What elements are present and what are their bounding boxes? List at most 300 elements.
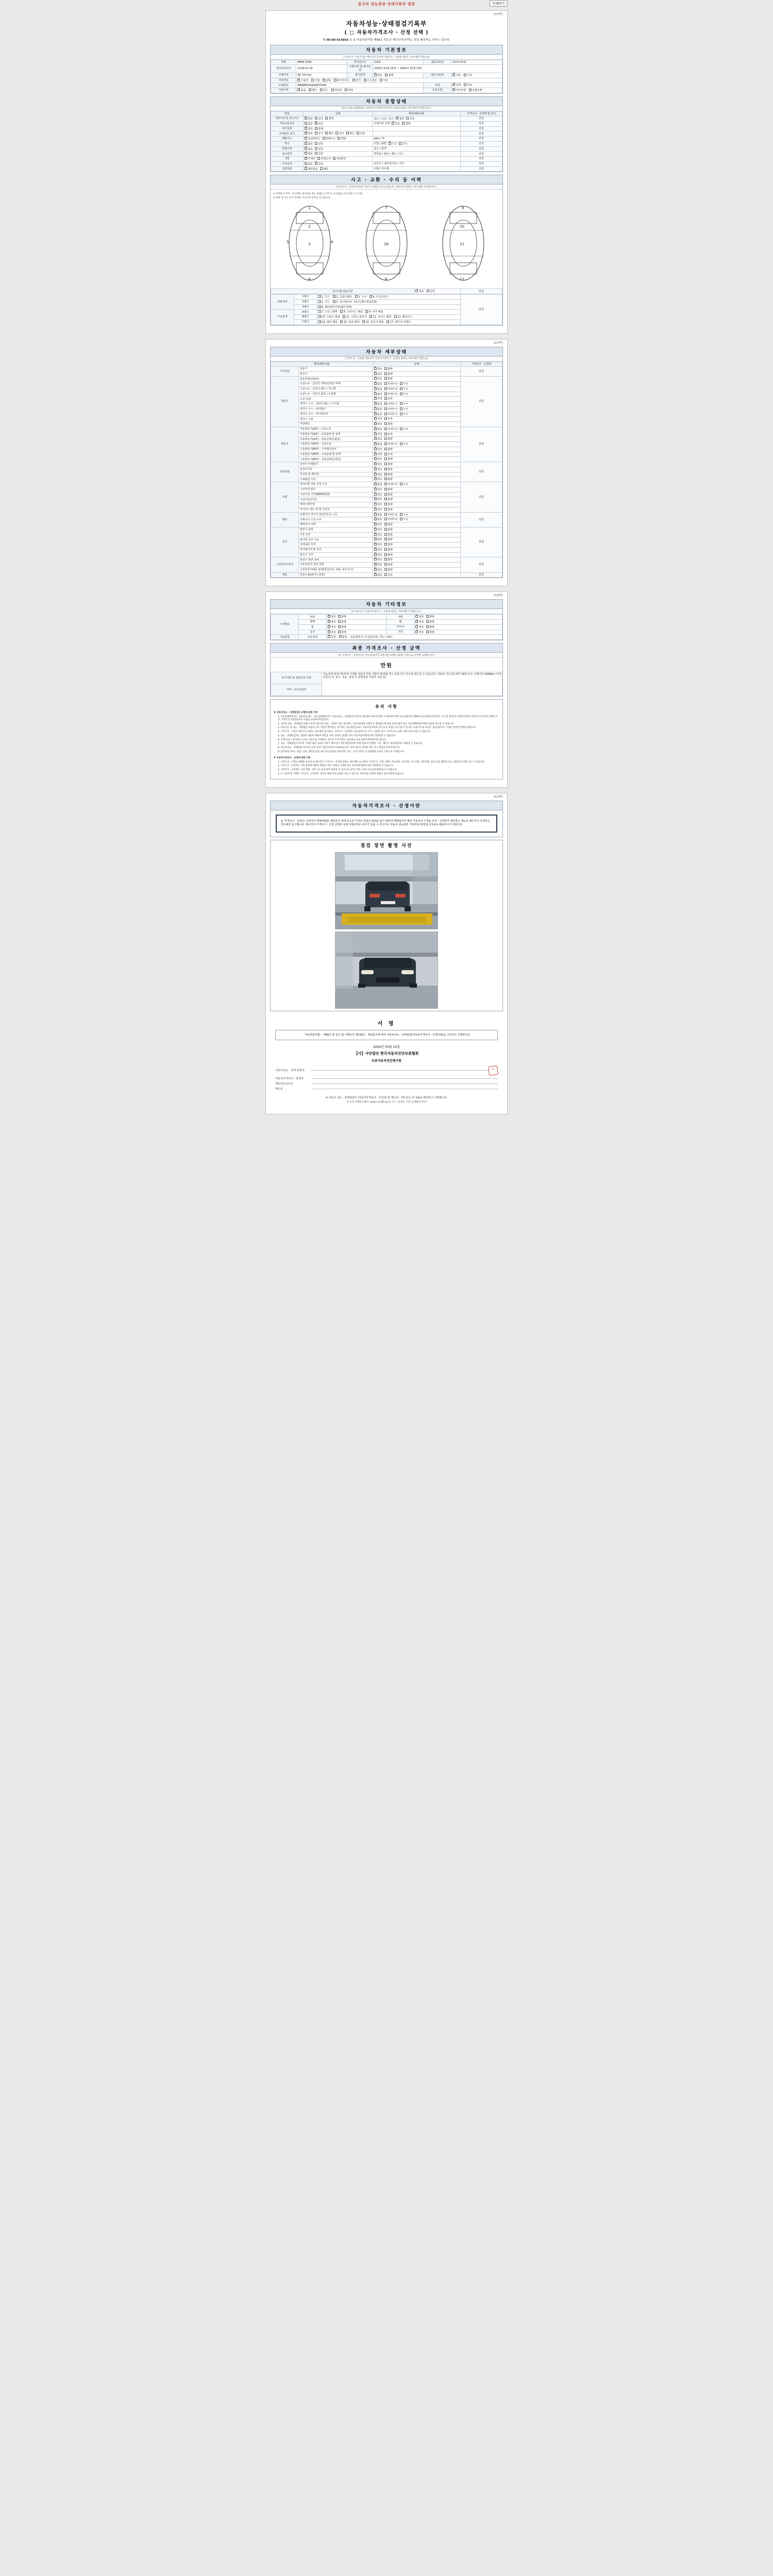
label-mileage: 주행거리 <box>271 73 296 78</box>
detail-item-8-0: 연료누출(LP가스포함) <box>298 572 373 578</box>
etc-opt-a-2-0[interactable]: ✓ 양호 <box>328 625 336 629</box>
detail-opt-1-3-1[interactable]: 미세누유 <box>384 393 398 396</box>
detail-opt-2-4-1[interactable]: 불량 <box>384 448 393 451</box>
etc-opt-a-3-0[interactable]: ✓ 양호 <box>328 631 336 634</box>
detail-opt-8-0-1[interactable]: 있음 <box>384 573 393 577</box>
table-row <box>271 65 502 73</box>
terms-s2-item-1: 2. 가격조사 · 산정자는 산정 결과에 대하여 책임을 지며, 허위로 산정한 경우 자동차관리법에 따라 처벌받을 수 있습니다. <box>278 765 394 768</box>
detail-opt-2-6-1[interactable]: 불량 <box>384 457 393 461</box>
overall-opt-8-1[interactable]: 전체도색 <box>317 157 331 161</box>
detail-item-3-2: 추진축 및 베어링 <box>298 472 373 477</box>
detail-opt-0-1-0[interactable]: ✓ 양호 <box>374 372 382 376</box>
overall-detopt-0-0[interactable]: ✓ 없음 <box>396 117 404 121</box>
terms-s1-title: ※ 자동차성능 · 상태점검자 보험에 관한 사항 <box>274 711 318 714</box>
detail-opt-7-2-0[interactable]: ✓ 양호 <box>374 568 382 572</box>
detail-state-5-0 <box>373 512 461 517</box>
usage-option-1[interactable]: 렌트 <box>309 89 317 92</box>
section-overall-note: [※ 본 성능·상태점검은 매수인이 자동차가격조사·산정을 원하는 경우에만 작성합니다.] <box>271 106 502 111</box>
detail-col-price: 가격조사 · 산정액 <box>461 362 502 366</box>
detail-opt-2-0-2[interactable]: 누유 <box>400 428 408 431</box>
etc-opt-a-0-1[interactable]: 불량 <box>338 615 346 619</box>
detail-group-6: 전기 <box>271 527 299 557</box>
usage-option-4[interactable]: 관용 <box>345 89 353 92</box>
price-note-body: 성능상태 점검기록부에 기재된 내용과 다른 사항이 발견될 경우 보증기간 내 보상 받으실 수 있습니다. 자동차 인도일로부터 30일 또는 주행거리 2000km 이내 보증(고지, 표시, 성능, 점검 등 상태점검 기록부 내용 등) <box>322 672 502 696</box>
etc-opt-b-1-1[interactable]: 불량 <box>426 620 434 624</box>
overall-opt-10-0[interactable]: ✓ 해당없음 <box>305 167 318 171</box>
signature-row-performance <box>275 1066 498 1075</box>
detail-item-1-7: 냉각수 누수 - 라디에이터 <box>298 412 373 417</box>
table-row <box>271 630 502 635</box>
detail-group-0: 자기진단 <box>271 366 299 377</box>
color-option-1[interactable]: 투톤 <box>464 83 472 87</box>
usage-option-3[interactable]: 영업용 <box>331 89 342 92</box>
terms-s1-item-2: 3. 보증기간 내 성능 · 상태점검 내용과 다른 사항이 발견되는 경우에는 성능점검자 또는 보험사업자에게 수리 등의 보상을 청구할 수 있으며, 보증수리 및 보상은 성능점검자가 가입한 보험의 약관에 따릅니다. <box>278 726 477 730</box>
etc-basic-options: ✓ 있음 없음 사용설명서 / 안전삼각대 / 잭 / 스패너 <box>326 635 502 640</box>
terms-s1-item-7: 8. 자동차성능 · 상태점검기록부의 유효기간은 발급일로부터 120일입니다. 유효기간이 경과한 경우 다시 점검을 받아야 합니다. <box>278 746 400 749</box>
overall-opt-0-0[interactable]: ✓ 없음 <box>305 117 313 121</box>
detail-state-7-0 <box>373 557 461 563</box>
section-etc-note: [※ 매수인이 자동차가격조사 · 산정을 원하는 경우에만 작성합니다.] <box>271 609 502 614</box>
detail-opt-1-3-2[interactable]: 누유 <box>400 393 408 396</box>
overall-opt-9-0[interactable]: 없음 <box>305 162 313 166</box>
detail-opt-6-1-0[interactable]: ✓ 양호 <box>374 533 382 537</box>
warranty-option-0[interactable]: ✓ 자기보험 <box>452 89 466 92</box>
detail-opt-5-2-1[interactable]: 불량 <box>384 523 393 527</box>
detail-opt-1-6-2[interactable]: 누수 <box>400 408 408 411</box>
detail-opt-3-3-1[interactable]: 불량 <box>384 478 393 481</box>
detail-item-1-4: 오일 유량 <box>298 397 373 402</box>
detail-opt-4-1-0[interactable]: ✓ 양호 <box>374 488 382 492</box>
detail-state-0-0 <box>373 366 461 371</box>
detail-opt-6-2-1[interactable]: 불량 <box>384 538 393 541</box>
detail-opt-7-0-0[interactable]: ✓ 양호 <box>374 558 382 562</box>
document-page-1 <box>265 10 508 334</box>
detail-opt-2-3-2[interactable]: 누유 <box>400 443 408 446</box>
detail-opt-2-3-1[interactable]: 미세누유 <box>384 443 398 446</box>
terms-s1-item-1: 2. 자동차 성능 · 상태점검 내용과 실제 자동차의 성능 · 상태가 다른 경우에는 자동차관리법 시행규칙 제120조에 따라 보험사업자 또는 자동차매매업자에게 보상을 청구할 수 있습니다. <box>278 722 455 725</box>
price-explanation-title: 자동차가격조사 · 산정이란 <box>271 801 502 810</box>
terms-s2-item-0: 1. 가격조사 · 산정은 매매용 자동차 중 매수인이 가격조사 · 산정을 원하는 경우에만 실시하며, 가격조사 · 산정 금액은 자동차의 기본정보, 사고이력, 세부상태, 옵션 등을 종합적으로 고려하여 산정한 참고 가격입니다. <box>278 760 485 764</box>
etc-opt-a-1-0[interactable]: ✓ 양호 <box>328 620 336 624</box>
detail-item-5-2: 배력장치 상태 <box>298 522 373 528</box>
gauge-option-0[interactable]: ✓ 양호 <box>374 74 382 77</box>
etc-opt-a-2-1[interactable]: 불량 <box>338 625 346 629</box>
overall-opt-1-1[interactable]: ✓ 있음 <box>315 122 323 126</box>
etc-state-b-1 <box>414 620 502 625</box>
overall-detail-2 <box>373 126 461 131</box>
page-number-2: (2/4쪽) <box>493 341 503 345</box>
overall-opt-1-0[interactable]: 없음 <box>305 122 313 126</box>
overall-opt-8-2[interactable]: 색상변경 <box>333 157 346 161</box>
detail-opt-3-0-1[interactable]: 불량 <box>384 463 393 466</box>
section-basic-title: 자동차 기본정보 <box>271 45 502 55</box>
detail-opt-5-0-0[interactable]: ✓ 없음 <box>374 513 382 517</box>
signature-label-3: 매수인 <box>275 1087 283 1091</box>
detail-opt-7-1-1[interactable]: 불량 <box>384 563 393 567</box>
detail-opt-2-1-1[interactable]: 부족 <box>384 433 393 436</box>
detail-opt-1-7-2[interactable]: 누수 <box>400 413 408 416</box>
price-note-sublabel: 가격 · 조사산정자 <box>271 684 322 696</box>
detail-opt-4-4-1[interactable]: 불량 <box>384 503 393 506</box>
overall-opt-3-0[interactable]: ✓ 양호 <box>305 132 313 135</box>
detail-opt-6-4-0[interactable]: ✓ 양호 <box>374 548 382 552</box>
detail-opt-2-2-1[interactable]: 불량 <box>384 437 393 441</box>
overall-detopt-5-0[interactable]: ✓ 구조 <box>389 142 397 146</box>
detail-item-2-1: 자동변속기(A/T) - 오일유량 및 상태 <box>298 432 373 437</box>
detail-opt-5-0-1[interactable]: 미세누유 <box>384 513 398 517</box>
final-price-title: 최종 가격조사 · 산정 금액 <box>271 643 502 653</box>
print-button[interactable]: 인쇄하기 <box>490 0 508 7</box>
detail-state-0-1 <box>373 371 461 377</box>
label-fuel: 사용연료 <box>271 78 296 83</box>
detail-opt-5-0-2[interactable]: 누유 <box>400 513 408 517</box>
signature-rows <box>275 1066 498 1091</box>
overall-opt-4-1[interactable]: 탄화수소 <box>323 137 336 141</box>
overall-detopt-5-1[interactable]: 장치 <box>399 142 407 146</box>
detail-opt-2-5-0[interactable]: ✓ 적정 <box>374 453 382 456</box>
detail-opt-1-2-2[interactable]: 누유 <box>400 387 408 391</box>
detail-opt-1-1-2[interactable]: 누유 <box>400 382 408 386</box>
signature-org <box>275 1051 498 1056</box>
overall-note-3: 만원 <box>461 131 502 137</box>
detail-opt-2-4-0[interactable]: ✓ 양호 <box>374 448 382 451</box>
signature-footer: ※ 자동차 성능 · 상태점검자 (자동차가격조사 · 산정자) 및 매도인 · 매수인은 위 내용을 확인하고 서명합니다. <box>325 1096 448 1099</box>
detail-opt-4-4-0[interactable]: ✓ 양호 <box>374 503 382 506</box>
detail-opt-6-3-1[interactable]: 불량 <box>384 543 393 547</box>
etc-opt-a-1-1[interactable]: 불량 <box>338 620 346 624</box>
fuel-option-2[interactable]: LPG <box>323 79 331 82</box>
etc-opt-b-1-0[interactable]: ✓ 양호 <box>415 620 424 624</box>
svg-text:6: 6 <box>331 240 333 245</box>
detail-opt-5-1-0[interactable]: ✓ 없음 <box>374 518 382 521</box>
section-detail-state <box>270 347 503 579</box>
etc-opt-a-3-1[interactable]: 불량 <box>338 631 346 634</box>
detail-opt-7-1-0[interactable]: ✓ 양호 <box>374 563 382 567</box>
detail-item-7-1: 구동축전지 격리 상태 <box>298 563 373 568</box>
detail-opt-1-8-1[interactable]: 부족 <box>384 417 393 421</box>
frame-rank-c: C랭크 <box>294 319 317 325</box>
detail-item-7-2: 고전원전기배선 상태(접속단자, 피복, 보호기구) <box>298 567 373 572</box>
overall-opt-7-0[interactable]: ✓ 없음 <box>305 152 313 156</box>
section-accident-history <box>270 175 503 325</box>
detail-opt-1-3-0[interactable]: ✓ 없음 <box>374 393 382 396</box>
detail-opt-6-0-0[interactable]: ✓ 양호 <box>374 528 382 532</box>
detail-item-6-4: 라디에이터 팬 모터 <box>298 547 373 552</box>
value-usage <box>296 88 424 93</box>
detail-state-6-2 <box>373 537 461 543</box>
overall-opt-3-5[interactable]: 도말 <box>357 132 365 135</box>
detail-opt-5-2-0[interactable]: ✓ 양호 <box>374 523 382 527</box>
overall-detopt-1-1[interactable]: 불량 <box>402 122 410 126</box>
overall-col-result: 가격조사 · 산정액 및 감가 <box>461 111 502 116</box>
overall-opt-9-1[interactable]: ✓ 있음 <box>315 162 323 166</box>
detail-opt-7-0-1[interactable]: 불량 <box>384 558 393 562</box>
detail-opt-4-3-0[interactable]: ✓ 양호 <box>374 498 382 501</box>
detail-opt-1-9-1[interactable]: 불량 <box>384 422 393 426</box>
color-option-0[interactable]: ✓ 단색 <box>452 83 461 87</box>
table-row <box>271 557 502 563</box>
detail-opt-4-0-1[interactable]: 미세누유 <box>384 483 398 486</box>
detail-opt-2-1-0[interactable]: ✓ 적정 <box>374 433 382 436</box>
detail-opt-2-3-0[interactable]: ✓ 없음 <box>374 443 382 446</box>
detail-opt-2-2-0[interactable]: ✓ 양호 <box>374 437 382 441</box>
detail-opt-0-0-0[interactable]: ✓ 양호 <box>374 367 382 371</box>
overall-detail-6: 침수 / 화재 <box>373 146 461 151</box>
detail-opt-1-1-1[interactable]: 미세누유 <box>384 382 398 386</box>
detail-opt-6-5-1[interactable]: 불량 <box>384 553 393 557</box>
section-basic-note: [기록조사 기준가치를 매수인이 자동차거래조사 · 산정을 원하는 경우에만 작성(□)] <box>271 55 502 60</box>
etc-opt-b-0-0[interactable]: ✓ 양호 <box>415 615 424 619</box>
detail-state-7-2 <box>373 567 461 572</box>
overall-opt-3-2[interactable]: 훼손 <box>325 132 333 135</box>
accident-result-option-1[interactable]: 있음 <box>427 290 435 293</box>
detail-opt-4-1-1[interactable]: 불량 <box>384 488 393 492</box>
final-price-sub: [※ 가격조사 · 산정가격은 성능점검자가 자동차검사대행 내용을 기준으로 산정한 금액입니다.] <box>271 653 502 658</box>
overall-detopt-0-1[interactable]: 있음 <box>406 117 414 121</box>
detail-opt-8-0-0[interactable]: ✓ 없음 <box>374 573 382 577</box>
etc-opt-b-2-1[interactable]: 불량 <box>426 625 434 629</box>
etc-state-b-2 <box>414 624 502 630</box>
etc-opt-a-0-0[interactable]: ✓ 양호 <box>328 615 336 619</box>
inspection-photo-front <box>335 931 438 1009</box>
terms-s2-item-3: 4. 본 기록부에 기재된 가격조사 · 산정액은 자동차 매매 계약 금액과 다를 수 있으며, 이에 따른 분쟁의 책임은 당사자에게 있습니다. <box>278 772 405 775</box>
table-row <box>271 572 502 578</box>
etc-opt-b-0-1[interactable]: 불량 <box>426 615 434 619</box>
detail-opt-1-9-0[interactable]: ✓ 양호 <box>374 422 382 426</box>
overall-detopt-1-0[interactable]: ✓ 양호 <box>392 122 400 126</box>
value-vin: WBA8E510409070305 <box>296 83 424 88</box>
fuel-option-4[interactable]: 전기 <box>352 79 361 82</box>
frame-label: 주요골격 <box>271 310 294 325</box>
detail-opt-4-5-1[interactable]: 불량 <box>384 508 393 512</box>
table-row <box>271 377 502 382</box>
detail-opt-3-1-1[interactable]: 불량 <box>384 468 393 471</box>
detail-opt-3-2-0[interactable]: ✓ 양호 <box>374 473 382 477</box>
detail-item-6-1: 시동 모터 <box>298 532 373 537</box>
label-vin: 차대번호 <box>271 83 296 88</box>
detail-opt-3-0-0[interactable]: ✓ 양호 <box>374 463 382 466</box>
detail-opt-6-2-0[interactable]: ✓ 양호 <box>374 538 382 541</box>
table-row <box>271 512 502 517</box>
accident-result-table <box>271 289 502 294</box>
detail-opt-2-6-0[interactable]: ✓ 양호 <box>374 457 382 461</box>
overall-opt-4-0[interactable]: ✓ 일산화탄소 <box>305 137 321 141</box>
detail-opt-1-5-1[interactable]: 미세누수 <box>384 402 398 406</box>
signature-value-0[interactable] <box>311 1070 489 1071</box>
overall-opt-8-0[interactable]: ✓ 무채색 <box>305 157 315 161</box>
signature-url: ※ 보다 자세한 내용은 www.car365.go.kr 의 시 공통등 포털 및 협회에 문의 <box>346 1100 427 1104</box>
overall-state-0 <box>303 116 373 122</box>
detail-state-4-1 <box>373 487 461 492</box>
car-diagram-images <box>272 200 501 286</box>
detail-opt-1-8-0[interactable]: ✓ 적정 <box>374 417 382 421</box>
signature-statement: 「자동차관리법」 제58조 및 같은 법 시행규칙 제120조 · 제121조에 따라 자동차성능 · 상태점검(자동차가격조사 · 산정)내용을 고지하고 서명합니다. <box>275 1030 498 1040</box>
detail-opt-4-0-0[interactable]: ✓ 없음 <box>374 483 382 486</box>
detail-item-2-2: 자동변속기(A/T) - 작동상태(공회전) <box>298 437 373 442</box>
overall-label-1: 자동차등록증 <box>271 121 304 126</box>
detail-opt-1-7-1[interactable]: 미세누수 <box>384 413 398 416</box>
overall-state-1 <box>303 121 373 126</box>
svg-text:10: 10 <box>459 225 464 229</box>
detail-opt-1-5-2[interactable]: 누수 <box>400 402 408 406</box>
detail-opt-6-3-0[interactable]: ✓ 양호 <box>374 543 382 547</box>
detail-state-1-8 <box>373 417 461 422</box>
detail-opt-1-6-1[interactable]: 미세누수 <box>384 408 398 411</box>
document-page-3 <box>265 591 508 787</box>
value-year: 2018 <box>373 60 424 65</box>
etc-opt-b-2-0[interactable]: ✓ 양호 <box>415 625 424 629</box>
detail-item-6-5: 윈도우 모터 <box>298 552 373 557</box>
detail-opt-2-0-1[interactable]: 미세누유 <box>384 428 398 431</box>
detail-opt-1-4-1[interactable]: 부족 <box>384 397 393 401</box>
label-usage: 사용이력 <box>271 88 296 93</box>
overall-label-7: 용도변경 <box>271 151 304 157</box>
overall-label-4: 배출가스 <box>271 137 304 142</box>
overall-opt-10-1[interactable]: 해당 <box>320 167 328 171</box>
overall-opt-0-2[interactable]: 불명 <box>325 117 333 121</box>
detail-state-2-1 <box>373 432 461 437</box>
table-row <box>271 166 502 172</box>
value-carname: BMW 3204 <box>296 60 347 65</box>
detail-opt-0-1-1[interactable]: 불량 <box>384 372 393 376</box>
frame-rank-a: A랭크 <box>294 310 317 315</box>
detail-opt-3-3-0[interactable]: ✓ 양호 <box>374 478 382 481</box>
detail-opt-4-2-1[interactable]: 불량 <box>384 493 393 497</box>
overall-opt-7-1[interactable]: 있음 <box>315 152 323 156</box>
detail-opt-0-0-1[interactable]: 불량 <box>384 367 393 371</box>
detail-opt-4-0-2[interactable]: 누유 <box>400 483 408 486</box>
signature-value-2[interactable] <box>311 1083 498 1084</box>
detail-state-4-2 <box>373 492 461 497</box>
car-side-view-left-icon <box>279 202 340 284</box>
detail-opt-1-1-0[interactable]: ✓ 없음 <box>374 382 382 386</box>
label-warranty: 보증유형 <box>424 88 451 93</box>
signature-value-1[interactable] <box>311 1078 498 1079</box>
detail-item-2-5: 수동변속기(M/T) - 오일유량 및 상태 <box>298 452 373 457</box>
detail-opt-4-5-0[interactable]: ✓ 양호 <box>374 508 382 512</box>
gauge-option-1[interactable]: 불량 <box>385 74 393 77</box>
detail-opt-1-4-0[interactable]: ✓ 적정 <box>374 397 382 401</box>
overall-opt-6-0[interactable]: ✓ 없음 <box>305 147 313 151</box>
detail-state-6-3 <box>373 543 461 548</box>
detail-opt-1-0-1[interactable]: 불량 <box>384 377 393 381</box>
overall-opt-5-1[interactable]: 있음 <box>315 142 323 146</box>
photo-rear-view-icon <box>335 853 438 929</box>
detail-opt-4-2-0[interactable]: ✓ 양호 <box>374 493 382 497</box>
fuel-option-3[interactable]: 하이브리드 <box>334 79 350 82</box>
accident-result-label: 사고이력 판단기준 <box>271 289 414 294</box>
detail-opt-1-6-0[interactable]: ✓ 없음 <box>374 408 382 411</box>
label-color: 색상 <box>424 83 451 88</box>
etc-opt-b-3-0[interactable]: ✓ 양호 <box>415 631 424 634</box>
warranty-option-1[interactable]: 보험승계 <box>469 89 482 92</box>
fuel-option-5[interactable]: 수소연료 <box>364 79 377 82</box>
overall-state-10 <box>303 166 373 172</box>
overall-state-5 <box>303 141 373 146</box>
overall-col-detail: 항목/해당내용 <box>373 111 461 116</box>
detail-opt-1-5-0[interactable]: ✓ 없음 <box>374 402 382 406</box>
overall-opt-0-1[interactable]: 있음 <box>315 117 323 121</box>
value-warranty <box>451 88 502 93</box>
overall-detail-3 <box>373 131 461 137</box>
fuel-option-0[interactable]: ✓ 가솔린 <box>297 79 308 82</box>
overall-detail-10: 이행 / 미이행 <box>373 166 461 172</box>
table-row <box>271 482 502 487</box>
detail-opt-1-7-0[interactable]: ✓ 없음 <box>374 413 382 416</box>
detail-opt-3-1-0[interactable]: ✓ 양호 <box>374 468 382 471</box>
usage-option-2[interactable]: 리스 <box>320 89 328 92</box>
diagram-legend-2: ※ 외판 및 주요 골격 부위의 사고이력 유무를 표기합니다. <box>273 197 331 200</box>
etc-item-b-3: 기타 <box>386 630 414 635</box>
overall-opt-4-2[interactable]: 매연 <box>338 137 346 141</box>
overall-opt-6-1[interactable]: 있음 <box>315 147 323 151</box>
detail-group-5: 제동 <box>271 512 299 527</box>
detail-col-item: 항목/해당내용 <box>271 362 373 366</box>
trans-option-1[interactable]: 수동 <box>464 74 472 77</box>
svg-text:4: 4 <box>308 277 311 282</box>
overall-note-5: 만원 <box>461 141 502 146</box>
overall-opt-3-3[interactable]: 상이 <box>335 132 344 135</box>
frame-items-c: 14. 필러 패널 15. 대쉬 패널 16. 플로어 패널 17. 패키지 트레이 <box>317 319 460 325</box>
detail-item-7-0: 충전구 절연 상태 <box>298 557 373 563</box>
detail-opt-6-1-1[interactable]: 불량 <box>384 533 393 537</box>
detail-opt-3-2-1[interactable]: 불량 <box>384 473 393 477</box>
overall-opt-3-1[interactable]: 부식 <box>315 132 323 135</box>
detail-opt-4-3-1[interactable]: 불량 <box>384 498 393 501</box>
detail-opt-2-0-0[interactable]: ✓ 없음 <box>374 428 382 431</box>
detail-opt-1-2-0[interactable]: ✓ 없음 <box>374 387 382 391</box>
detail-opt-5-1-1[interactable]: 미세누유 <box>384 518 398 521</box>
table-row <box>271 295 502 300</box>
detail-opt-5-1-2[interactable]: 누유 <box>400 518 408 521</box>
detail-opt-2-5-1[interactable]: 부족 <box>384 453 393 456</box>
detail-opt-6-0-1[interactable]: 불량 <box>384 528 393 532</box>
section-detail-title: 자동차 세부상태 <box>271 347 502 357</box>
car-top-view-icon <box>356 202 417 284</box>
fuel-option-6[interactable]: 기타 <box>380 79 388 82</box>
signature-org-prefix: 【사】 <box>354 1051 365 1056</box>
terms-s1-item-0: 1. 자동차매매업자는 자동차를 매도 · 성능상태점검자가 자동차성능 · 상태점검기록부를 발급하여 매수인에게 고지하여야 하며 자동차관리법 제58조(자동차관리사업자의 고지 및 관리)의 규정에 의하여 자동차 인도일부터 30일 이상, 주행거리 2천킬로미터 이상을 보증하여야 합니다. <box>278 715 498 721</box>
signature-suborg: 보증자동차진단평가원 <box>372 1059 401 1063</box>
table-row <box>271 620 502 625</box>
detail-opt-6-5-0[interactable]: ✓ 양호 <box>374 553 382 557</box>
fuel-option-1[interactable]: 디젤 <box>311 79 320 82</box>
etc-state-a-1 <box>326 620 386 625</box>
detail-opt-1-0-0[interactable]: ✓ 양호 <box>374 377 382 381</box>
terms-s1-item-3: 4. 가격조사 · 산정은 매수인이 원하는 경우에만 실시하며, 가격조사 · 산정액은 성능점검자가 조사 · 산정한 참고 가격이므로 실제 거래가격과 다를 수 있습니다. <box>278 731 431 734</box>
overall-opt-5-0[interactable]: ✓ 없음 <box>305 142 313 146</box>
overall-opt-3-4[interactable]: 변조 <box>346 132 355 135</box>
detail-opt-6-4-1[interactable]: 불량 <box>384 548 393 552</box>
signature-row-buyer <box>275 1087 498 1091</box>
trans-option-0[interactable]: ✓ 자동 <box>452 74 461 77</box>
detail-opt-7-2-1[interactable]: 불량 <box>384 568 393 572</box>
svg-text:12: 12 <box>459 277 464 282</box>
detail-state-3-2 <box>373 472 461 477</box>
detail-opt-1-2-1[interactable]: 미세누유 <box>384 387 398 391</box>
label-transmission: 변속기종류 <box>424 73 451 78</box>
etc-opt-b-3-1[interactable]: 불량 <box>426 631 434 634</box>
overall-detail-4: ppm / % <box>373 137 461 142</box>
detail-note-5: 만원 <box>461 512 502 527</box>
outer-panel-label: 외판부위 <box>271 295 294 310</box>
detail-state-1-3 <box>373 392 461 397</box>
overall-opt-2-0[interactable]: ✓ 양호 <box>305 127 313 131</box>
accident-result-option-0[interactable]: ✓ 없음 <box>415 290 424 293</box>
overall-opt-2-1[interactable]: 불량 <box>315 127 323 131</box>
usage-option-0[interactable]: ✓ 없음 <box>297 89 306 92</box>
etc-basic-label: 기본품목 <box>271 635 299 640</box>
